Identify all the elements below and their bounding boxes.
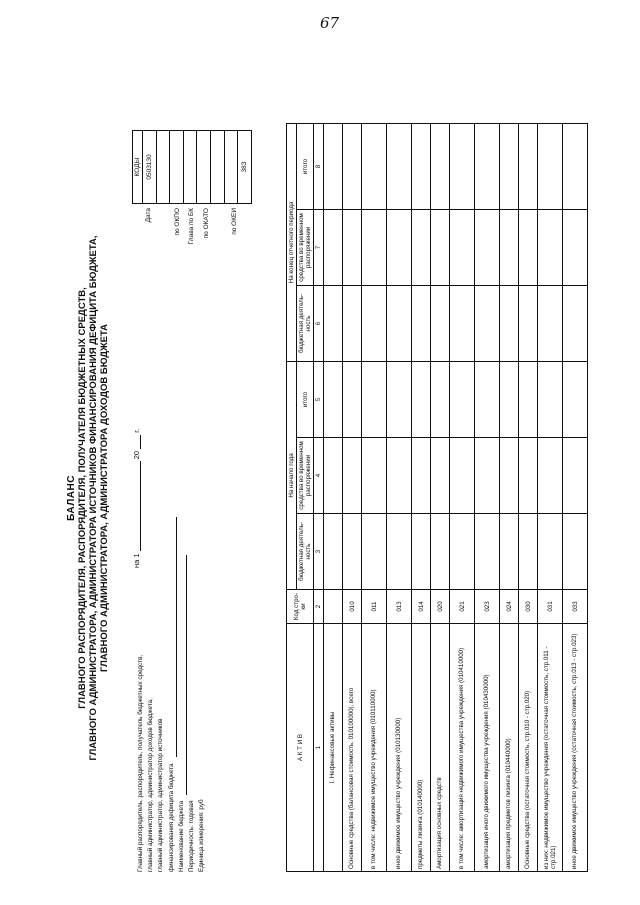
- row-code: 014: [412, 590, 431, 624]
- cell-budget-end[interactable]: [362, 285, 387, 361]
- okei-code-cell: 383: [238, 131, 252, 204]
- cell-temp-end[interactable]: [500, 209, 519, 285]
- row-name: амортизация иного движимого имущества учреждения (010430000): [475, 624, 500, 872]
- row-code: 010: [343, 590, 362, 624]
- row-name: Основные средства (балансовая стоимость, 010100000), всего: [343, 624, 362, 872]
- glava-code-cell: [197, 131, 211, 204]
- row-name: амортизация предметов лизинга (010440000): [500, 624, 519, 872]
- page-number: 67: [320, 14, 340, 32]
- header-line-4: [167, 432, 177, 872]
- form-code-cell: 0503130: [143, 131, 157, 204]
- row-name: Амортизация основных средств: [431, 624, 450, 872]
- row-code: 020: [431, 590, 450, 624]
- header-line-5-blank: [179, 555, 187, 795]
- row-name: в том числе: амортизация недвижимого имущества учреждения (010410000): [450, 624, 475, 872]
- cell-budget-start[interactable]: [343, 514, 362, 590]
- cell-total-end[interactable]: [450, 123, 475, 209]
- col-header-total-end: итого: [297, 123, 314, 209]
- cell-temp-end[interactable]: [538, 209, 563, 285]
- cell-temp-start[interactable]: [563, 438, 588, 514]
- cell-total-end[interactable]: [538, 123, 563, 209]
- header-line-4-blank: [169, 517, 177, 757]
- cell-temp-end[interactable]: [343, 209, 362, 285]
- cell-temp-start[interactable]: [362, 438, 387, 514]
- title-line-1: БАЛАНС: [66, 475, 77, 521]
- cell-budget-end[interactable]: [387, 285, 412, 361]
- col-number: 4: [314, 438, 324, 514]
- cell-budget-end[interactable]: [538, 285, 563, 361]
- label-okei: по ОКЕИ: [231, 208, 239, 235]
- header-right-labels: [142, 208, 243, 288]
- date-code-cell: [156, 131, 170, 204]
- blank-code-cell-2: [224, 131, 238, 204]
- cell-temp-start[interactable]: [500, 438, 519, 514]
- title-line-4: ГЛАВНОГО АДМИНИСТРАТОРА, АДМИНИСТРАТОРА ДОХОДОВ БЮДЖЕТА: [99, 323, 110, 673]
- blank-code-cell: [170, 131, 184, 204]
- cell-total-end[interactable]: [500, 123, 519, 209]
- header-line-2: главный администратор, администратор доходов бюджета,: [147, 698, 155, 872]
- cell-total-start[interactable]: [412, 361, 431, 437]
- title-line-2: ГЛАВНОГО РАСПОРЯДИТЕЛЯ, РАСПОРЯДИТЕЛЯ, ПОЛУЧАТЕЛЯ БЮДЖЕТНЫХ СРЕДСТВ,: [77, 287, 88, 709]
- cell-temp-end[interactable]: [519, 209, 538, 285]
- cell-temp-end[interactable]: [362, 209, 387, 285]
- col-header-budget-start: бюджетная деятель- ность: [297, 514, 314, 590]
- cell-temp-start[interactable]: [387, 438, 412, 514]
- label-spacer: [156, 208, 170, 288]
- col-header-activ: А К Т И В: [287, 624, 314, 872]
- col-number: 5: [314, 361, 324, 437]
- col-number: 3: [314, 514, 324, 590]
- cell-budget-end[interactable]: [412, 285, 431, 361]
- cell-total-start[interactable]: [475, 361, 500, 437]
- col-header-temp-start: средства во временном распоряжении: [297, 438, 314, 514]
- label-date: Дата: [145, 208, 152, 223]
- col-header-total-start: итого: [297, 361, 314, 437]
- row-code: [324, 590, 343, 624]
- col-number: 2: [314, 590, 324, 624]
- header-line-3: главный администратор, администратор источников: [157, 718, 165, 872]
- label-glava: Глава по БК: [188, 208, 196, 245]
- cell-temp-start[interactable]: [538, 438, 563, 514]
- cell-temp-start[interactable]: [343, 438, 362, 514]
- cell-temp-start[interactable]: [450, 438, 475, 514]
- cell-budget-start[interactable]: [431, 514, 450, 590]
- header-line-7: Единица измерения: руб: [198, 799, 206, 872]
- row-code: 023: [475, 590, 500, 624]
- header-line-6: Периодичность: годовая: [188, 800, 196, 872]
- cell-budget-start[interactable]: [538, 514, 563, 590]
- cell-budget-start[interactable]: [475, 514, 500, 590]
- codes-box: [132, 130, 252, 204]
- row-name: предметы лизинга (010140000): [412, 624, 431, 872]
- cell-budget-end[interactable]: [450, 285, 475, 361]
- cell-budget-start[interactable]: [387, 514, 412, 590]
- cell-budget-end[interactable]: [519, 285, 538, 361]
- cell-total-end[interactable]: [563, 123, 588, 209]
- row-code: 013: [387, 590, 412, 624]
- label-okpo: по ОКПО: [173, 208, 181, 236]
- cell-total-start[interactable]: [450, 361, 475, 437]
- cell-total-end[interactable]: [324, 123, 343, 209]
- col-number: 7: [314, 209, 324, 285]
- cell-budget-start[interactable]: [324, 514, 343, 590]
- group-header-start: На начало года: [287, 361, 297, 589]
- group-header-end: На конец отчетного периода: [287, 123, 297, 361]
- row-code: 033: [563, 590, 588, 624]
- label-spacer-2: [214, 208, 228, 288]
- okato-code-cell: [210, 131, 224, 204]
- cell-total-end[interactable]: [519, 123, 538, 209]
- cell-temp-end[interactable]: [563, 209, 588, 285]
- cell-total-start[interactable]: [324, 361, 343, 437]
- header-line-5-text: Наименование бюджета: [177, 800, 185, 872]
- cell-total-start[interactable]: [563, 361, 588, 437]
- cell-temp-end[interactable]: [450, 209, 475, 285]
- col-number: 8: [314, 123, 324, 209]
- cell-budget-start[interactable]: [563, 514, 588, 590]
- row-name: в том числе: недвижимое имущество учреждения (010110000): [362, 624, 387, 872]
- cell-temp-start[interactable]: [412, 438, 431, 514]
- cell-budget-end[interactable]: [475, 285, 500, 361]
- cell-total-start[interactable]: [538, 361, 563, 437]
- col-header-budget-end: бюджетная деятель- ность: [297, 285, 314, 361]
- row-code: 024: [500, 590, 519, 624]
- header-line-5: [177, 432, 187, 872]
- cell-budget-end[interactable]: [343, 285, 362, 361]
- form-title: [66, 118, 110, 878]
- cell-total-start[interactable]: [431, 361, 450, 437]
- cell-budget-end[interactable]: [563, 285, 588, 361]
- cell-budget-start[interactable]: [519, 514, 538, 590]
- cell-temp-start[interactable]: [324, 438, 343, 514]
- cell-budget-end[interactable]: [431, 285, 450, 361]
- row-name: иное движимое имущество учреждения (010130000): [387, 624, 412, 872]
- cell-total-end[interactable]: [412, 123, 431, 209]
- row-name: Основные средства (остаточная стоимость, стр.010 - стр.020): [519, 624, 538, 872]
- balance-sheet-form: [60, 118, 600, 878]
- row-code: 031: [538, 590, 563, 624]
- cell-temp-end[interactable]: [324, 209, 343, 285]
- col-number: 6: [314, 285, 324, 361]
- col-number: 1: [314, 624, 324, 872]
- cell-temp-start[interactable]: [519, 438, 538, 514]
- cell-total-start[interactable]: [387, 361, 412, 437]
- cell-temp-start[interactable]: [475, 438, 500, 514]
- cell-total-start[interactable]: [343, 361, 362, 437]
- cell-total-start[interactable]: [362, 361, 387, 437]
- cell-temp-end[interactable]: [412, 209, 431, 285]
- codes-header: КОДЫ: [133, 131, 143, 204]
- cell-budget-end[interactable]: [500, 285, 519, 361]
- cell-budget-start[interactable]: [362, 514, 387, 590]
- header-left-block: [136, 432, 207, 872]
- header-line-4-text: финансирования дефицита бюджета: [167, 763, 175, 872]
- cell-temp-end[interactable]: [475, 209, 500, 285]
- cell-total-start[interactable]: [500, 361, 519, 437]
- row-code: 030: [519, 590, 538, 624]
- row-code: 021: [450, 590, 475, 624]
- year-prefix: 20: [132, 450, 141, 460]
- cell-total-end[interactable]: [343, 123, 362, 209]
- year-suffix: г.: [132, 428, 141, 433]
- cell-total-end[interactable]: [431, 123, 450, 209]
- cell-temp-end[interactable]: [387, 209, 412, 285]
- row-name: I. Нефинансовые активы: [324, 624, 343, 872]
- cell-budget-start[interactable]: [412, 514, 431, 590]
- cell-budget-start[interactable]: [450, 514, 475, 590]
- header-line-1: Главный распорядитель, распорядитель, получатель бюджетных средств,: [137, 654, 144, 872]
- cell-total-end[interactable]: [475, 123, 500, 209]
- row-name: из них: недвижимое имущество учреждения (остаточная стоимость, стр.011 - стр.021): [538, 624, 563, 872]
- cell-temp-end[interactable]: [431, 209, 450, 285]
- title-line-3: ГЛАВНОГО АДМИНИСТРАТОРА, АДМИНИСТРАТОРА ИСТОЧНИКОВ ФИНАНСИРОВАНИЯ ДЕФИЦИТА БЮДЖЕТА,: [88, 235, 99, 761]
- date-prefix: на 1: [132, 553, 141, 568]
- cell-temp-start[interactable]: [431, 438, 450, 514]
- cell-total-start[interactable]: [519, 361, 538, 437]
- col-header-code: Код стро- ки: [287, 590, 314, 624]
- cell-budget-end[interactable]: [324, 285, 343, 361]
- cell-total-end[interactable]: [362, 123, 387, 209]
- okpo-code-cell: [183, 131, 197, 204]
- cell-budget-start[interactable]: [500, 514, 519, 590]
- col-header-temp-end: средства во временном распоряжении: [297, 209, 314, 285]
- row-code: 011: [362, 590, 387, 624]
- label-okato: по ОКАТО: [202, 208, 210, 239]
- balance-table: [286, 123, 588, 872]
- cell-total-end[interactable]: [387, 123, 412, 209]
- row-name: иное движимое имущество учреждения (остаточная стоимость, стр.013 - стр.023): [563, 624, 588, 872]
